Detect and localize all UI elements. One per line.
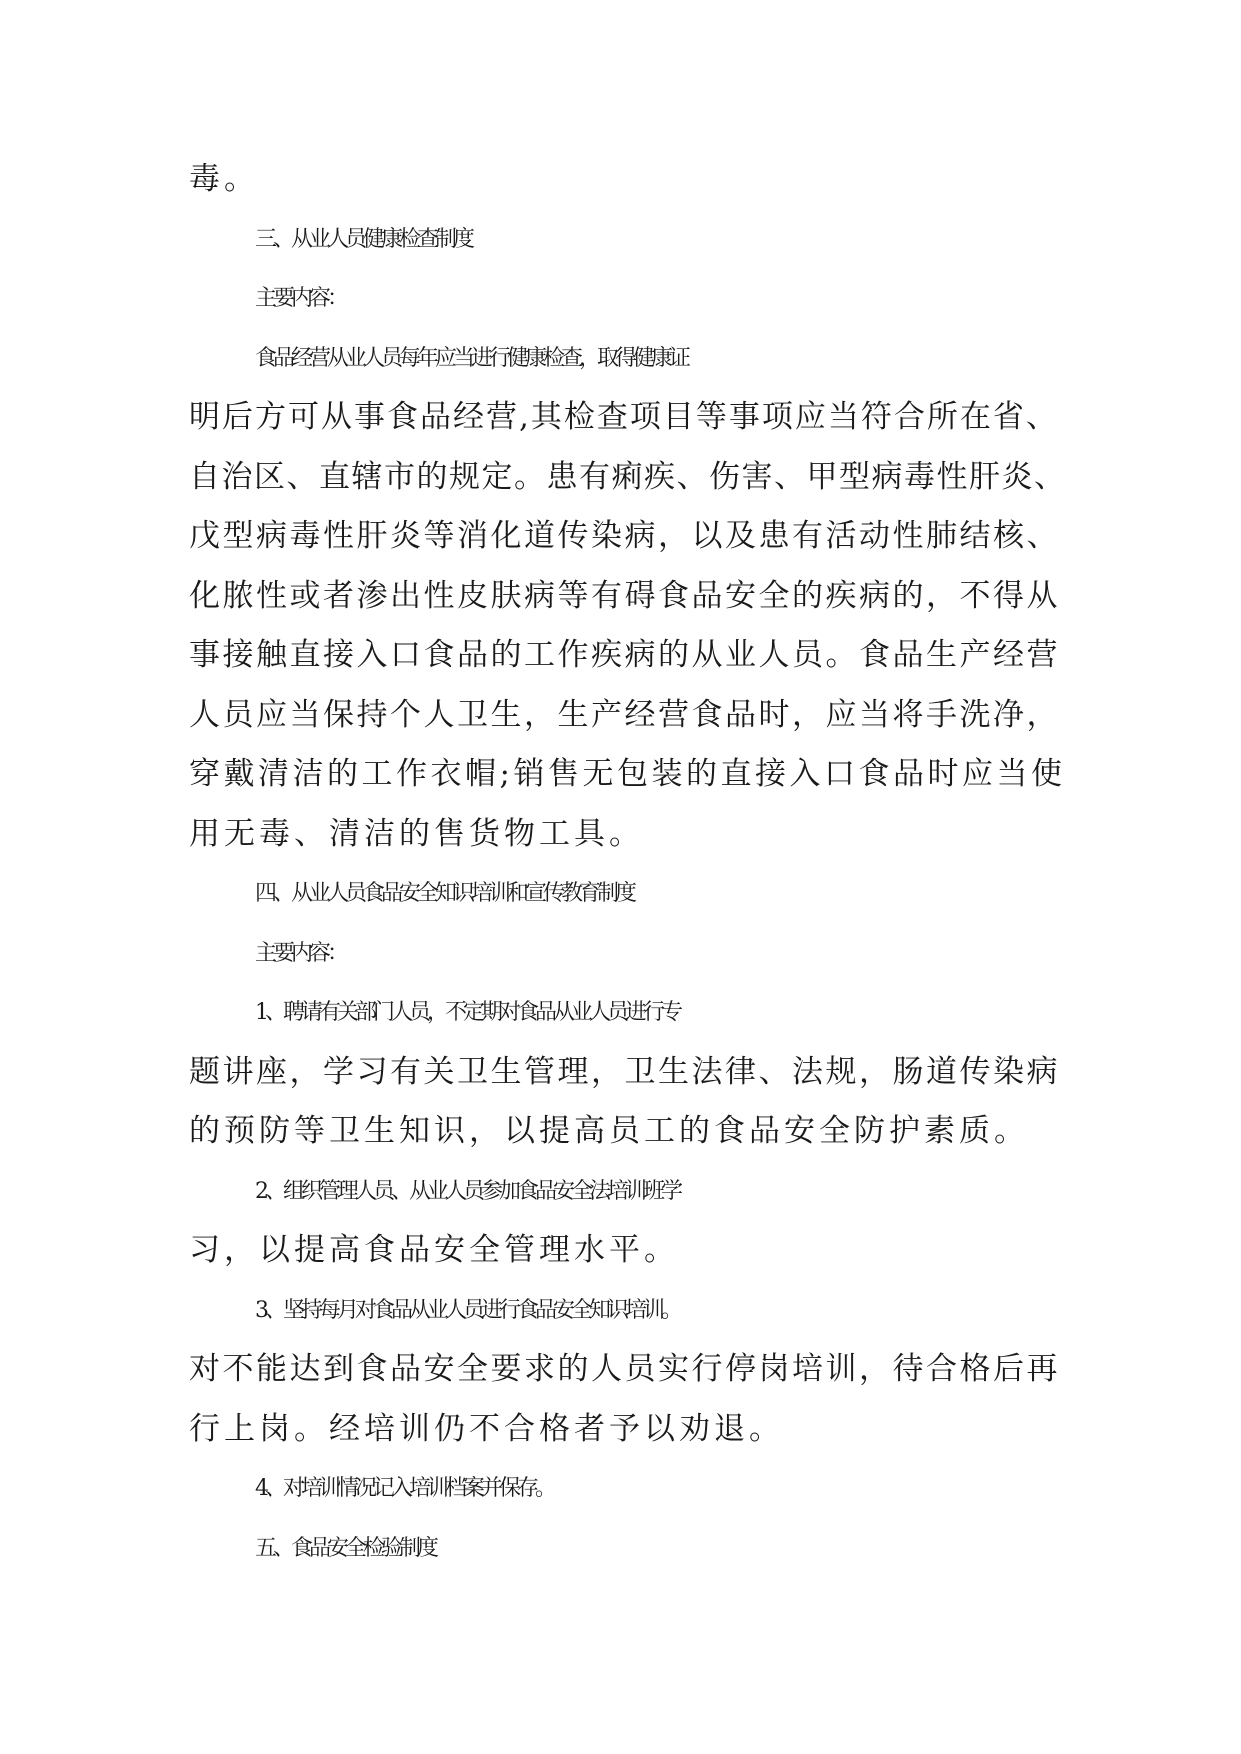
text-line: 4、对培训情况记入培训档案并保存。 — [255, 1476, 553, 1501]
document-body — [189, 150, 1069, 1578]
text-line: 行上岗。经培训仍不合格者予以劝退。 — [189, 1410, 784, 1447]
text-line: 人员应当保持个人卫生，生产经营食品时，应当将手洗净， — [189, 696, 1060, 733]
text-line: 用无毒、清洁的售货物工具。 — [189, 815, 644, 852]
text-line: 对不能达到食品安全要求的人员实行停岗培训，待合格后再 — [189, 1351, 1060, 1387]
text-line: 戊型病毒性肝炎等消化道传染病，以及患有活动性肺结核、 — [189, 518, 1060, 554]
text-line: 毒。 — [189, 161, 259, 197]
text-line: 习，以提高食品安全管理水平。 — [189, 1232, 679, 1268]
text-line: 自治区、直辖市的规定。患有痢疾、伤害、甲型病毒性肝炎、 — [189, 458, 1067, 495]
text-line: 明后方可从事食品经营,其检查项目等事项应当符合所在省、 — [189, 399, 1059, 435]
text-line: 四、从业人员食品安全知识培训和宣传教育制度 — [255, 881, 634, 906]
text-line: 化脓性或者渗出性皮肤病等有碍食品安全的疾病的，不得从 — [189, 577, 1060, 614]
text-line: 3、坚持每月对食品从业人员进行食品安全知识培训。 — [255, 1297, 679, 1323]
text-line: 穿戴清洁的工作衣帽;销售无包装的直接入口食品时应当使 — [189, 756, 1066, 792]
text-line: 1、聘请有关部门人员，不定期对食品从业人员进行专 — [255, 1000, 679, 1025]
text-line: 三、从业人员健康检查制度 — [255, 226, 472, 252]
text-line: 食品经营从业人员每年应当进行健康检查，取得健康证 — [255, 345, 688, 371]
text-line: 2、组织管理人员、从业人员参加食品安全法培训班学 — [255, 1178, 679, 1204]
text-line: 主要内容： — [255, 940, 346, 966]
text-line: 主要内容： — [255, 286, 346, 311]
text-line: 五、食品安全检验制度 — [255, 1535, 436, 1561]
text-line: 题讲座，学习有关卫生管理，卫生法律、法规，肠道传染病 — [189, 1053, 1060, 1090]
text-line: 的预防等卫生知识，以提高员工的食品安全防护素质。 — [189, 1113, 1029, 1149]
text-line: 事接触直接入口食品的工作疾病的从业人员。食品生产经营 — [189, 637, 1060, 673]
